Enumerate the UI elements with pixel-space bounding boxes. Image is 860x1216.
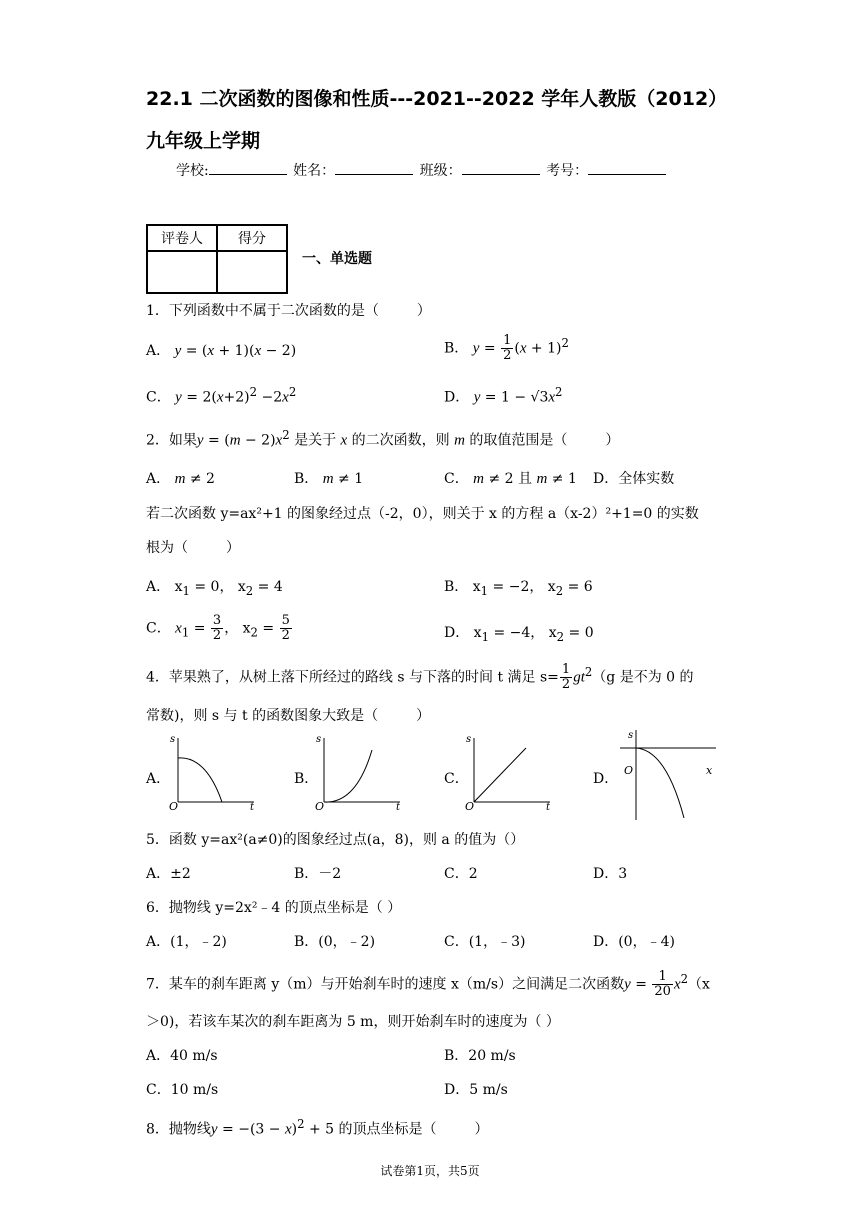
q4-option-c[interactable]: C． xyxy=(444,771,469,787)
q7-option-d[interactable]: D．5 m/s xyxy=(444,1082,508,1098)
name-blank[interactable] xyxy=(335,160,413,175)
svg-text:t: t xyxy=(546,802,551,812)
class-label: 班级： xyxy=(419,163,462,179)
q3-option-b[interactable]: B． $x_1 = -2$， $x_2 = 6$ xyxy=(444,579,593,598)
q4-graph-c[interactable] xyxy=(462,732,562,812)
question-4-line-2: 常数)，则 s 与 t 的函数图象大致是（ ） xyxy=(146,708,431,724)
question-8: 8．抛物线$y = -(3 - x)^2 + 5$ 的顶点坐标是（ ） xyxy=(146,1117,489,1138)
grader-cell[interactable] xyxy=(147,251,217,293)
question-6: 6．抛物线 y=2x²﹣4 的顶点坐标是（ ） xyxy=(146,900,402,916)
q6-option-a[interactable]: A．(1，﹣2) xyxy=(146,934,227,950)
q4-option-b[interactable]: B． xyxy=(294,771,319,787)
page-footer: 试卷第1页，共5页 xyxy=(380,1164,480,1178)
score-cell[interactable] xyxy=(217,251,287,293)
q7-option-c[interactable]: C．10 m/s xyxy=(146,1082,219,1098)
svg-text:t: t xyxy=(250,802,255,812)
q5-option-d[interactable]: D．3 xyxy=(593,866,628,882)
q2-option-d[interactable]: D．全体实数 xyxy=(593,471,675,487)
q4-option-a[interactable]: A． xyxy=(146,771,171,787)
svg-text:O: O xyxy=(624,764,634,777)
svg-text:t: t xyxy=(396,802,401,812)
q6-option-c[interactable]: C．(1，﹣3) xyxy=(444,934,526,950)
question-7-line-1: 7．某车的刹车距离 y（m）与开始刹车时的速度 x（m/s）之间满足二次函数y = $\frac{1}{20}$ $x^2(x$ xyxy=(146,969,710,999)
school-blank[interactable] xyxy=(209,160,287,175)
question-2: 2．如果$y = (m - 2)x^2$ 是关于 x 的二次函数，则 m 的取值范围是（ ） xyxy=(146,428,620,449)
question-4-line-1: 4．苹果熟了，从树上落下所经过的路线 s 与下落的时间 t 满足 s= $\frac{1}{2}$ $gt^2(g$ 是不为 0 的 xyxy=(146,662,694,692)
svg-text:O: O xyxy=(315,800,325,812)
q2-option-b[interactable]: B． m ≠ 1 xyxy=(294,471,364,487)
grader-header: 评卷人 xyxy=(147,225,217,251)
svg-text:s: s xyxy=(628,730,634,741)
q2-option-c[interactable]: C． m ≠ 2 且 m ≠ 1 xyxy=(444,471,577,487)
name-label: 姓名： xyxy=(293,163,336,179)
svg-text:x: x xyxy=(706,764,713,777)
svg-text:O: O xyxy=(169,800,179,812)
title-line-1: 22.1 二次函数的图像和性质---2021--2022 学年人教版（2012） xyxy=(146,88,728,110)
q4-graph-b[interactable] xyxy=(312,732,412,812)
question-1: 1．下列函数中不属于二次函数的是（ ） xyxy=(146,303,431,319)
question-3-line-1: 若二次函数 y=ax²+1 的图象经过点（-2，0），则关于 x 的方程 a（x-2）²+1=0 的实数 xyxy=(146,506,699,522)
q4-option-d[interactable]: D． xyxy=(593,771,619,787)
q1-option-a[interactable]: A． y = (x + 1)(x − 2) xyxy=(146,343,297,359)
q3-option-c[interactable]: C． $x_1$ = $\frac{3}{2}$ ， $x_2$ = $\frac{5}{2}$ xyxy=(146,613,290,643)
q2-option-a[interactable]: A． m ≠ 2 xyxy=(146,471,215,487)
q6-option-b[interactable]: B．(0，﹣2) xyxy=(294,934,376,950)
q3-option-a[interactable]: A． $x_1 = 0$， $x_2 = 4$ xyxy=(146,579,283,598)
class-blank[interactable] xyxy=(462,160,540,175)
svg-text:O: O xyxy=(465,800,475,812)
q1-option-c[interactable]: C． $y = 2(x+2)^2 -2x^2$ xyxy=(146,385,297,406)
question-5: 5．函数 y=ax²(a≠0)的图象经过点(a，8)，则 a 的值为（） xyxy=(146,832,525,848)
q5-option-c[interactable]: C．2 xyxy=(444,866,478,882)
svg-text:s: s xyxy=(316,734,322,745)
q1-option-d[interactable]: D． $y = 1 - √3x^2$ xyxy=(444,385,563,406)
svg-text:s: s xyxy=(170,734,176,745)
question-3-line-2: 根为（ ） xyxy=(146,540,240,556)
page-title xyxy=(146,78,746,162)
question-7-line-2: ＞0)，若该车某次的刹车距离为 5 m，则开始刹车时的速度为（ ） xyxy=(146,1014,560,1030)
q4-graph-a[interactable] xyxy=(166,732,266,812)
score-table xyxy=(146,224,288,294)
school-label: 学校: xyxy=(176,163,209,179)
q7-option-a[interactable]: A．40 m/s xyxy=(146,1048,218,1064)
exam-no-blank[interactable] xyxy=(588,160,666,175)
q5-option-b[interactable]: B．－2 xyxy=(294,866,342,882)
q6-option-d[interactable]: D．(0，﹣4) xyxy=(593,934,675,950)
score-header: 得分 xyxy=(217,225,287,251)
student-info-row xyxy=(176,160,668,180)
q4-graph-d[interactable] xyxy=(612,726,722,822)
q5-option-a[interactable]: A．±2 xyxy=(146,866,191,882)
title-line-2: 九年级上学期 xyxy=(146,130,261,152)
section-heading: 一、单选题 xyxy=(302,251,372,267)
q7-option-b[interactable]: B．20 m/s xyxy=(444,1048,516,1064)
exam-no-label: 考号： xyxy=(546,163,589,179)
svg-text:s: s xyxy=(466,734,472,745)
q1-option-b[interactable]: B． y = $\frac{1}{2}$ $(x + 1)^2$ xyxy=(444,333,569,363)
q3-option-d[interactable]: D． $x_1 = -4$， $x_2 = 0$ xyxy=(444,625,594,644)
